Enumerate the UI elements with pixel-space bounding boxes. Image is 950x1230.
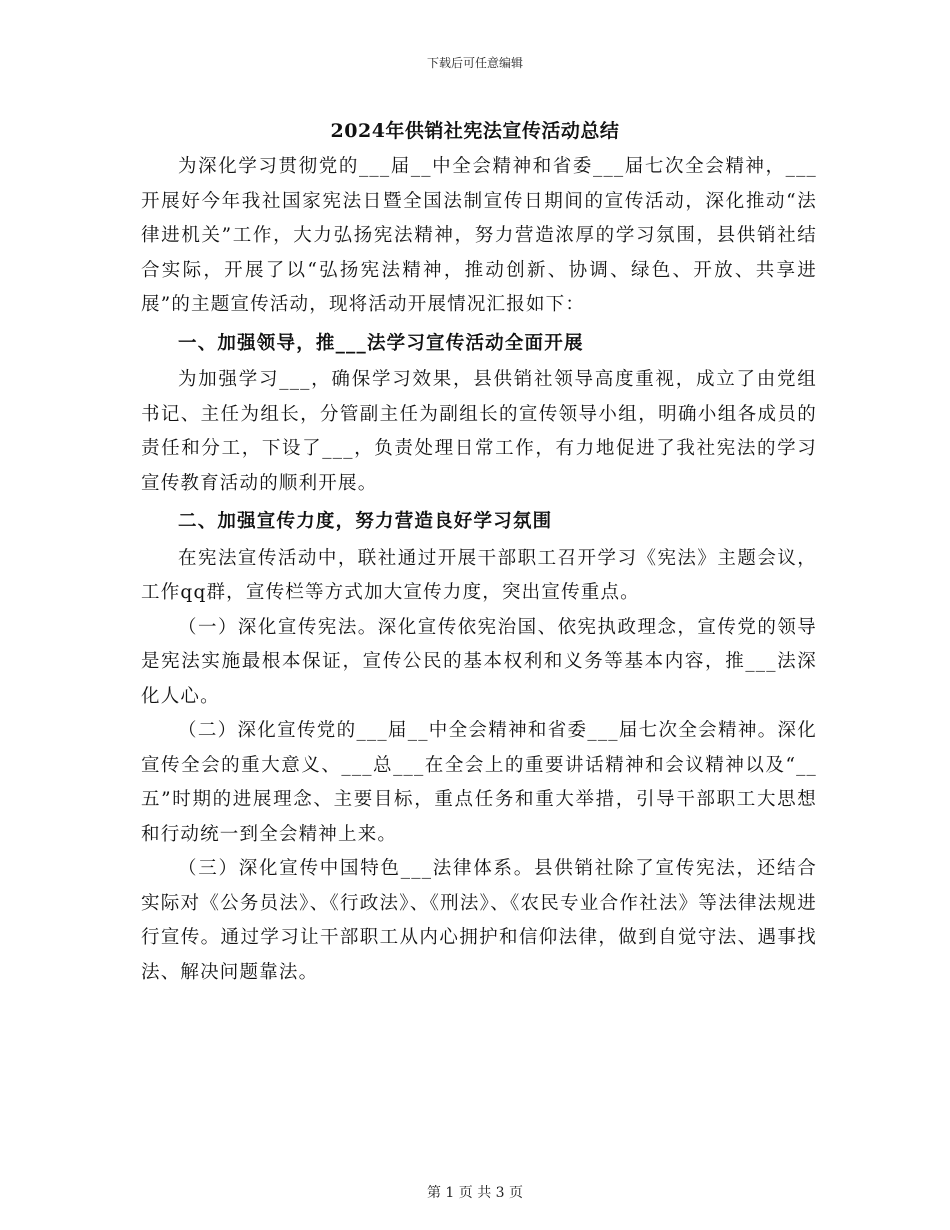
document-body xyxy=(141,150,817,990)
paragraph-section-2: 在宪法宣传活动中，联社通过开展干部职工召开学习《宪法》主题会议，工作qq群，宣传栏等方式加大宣传力度，突出宣传重点。 xyxy=(141,547,817,603)
document-title: 2024年供销社宪法宣传活动总结 xyxy=(330,120,620,142)
paragraph-intro: 为深化学习贯彻党的___届__中全会精神和省委___届七次全会精神，___开展好今年我社国家宪法日暨全国法制宣传日期间的宣传活动，深化推动“法律进机关”工作，大力弘扬宪法精神，努力营造浓厚的学习氛围，县供销社结合实际，开展了以“弘扬宪法精神，推动创新、协调、绿色、开放、共享进展”的主题宣传活动，现将活动开展情况汇报如下： xyxy=(141,156,817,315)
paragraph-section-1: 为加强学习___，确保学习效果，县供销社领导高度重视，成立了由党组书记、主任为组长，分管副主任为副组长的宣传领导小组，明确小组各成员的责任和分工，下设了___，负责处理日常工作，有力地促进了我社宪法的学习宣传教育活动的顺利开展。 xyxy=(141,369,817,494)
paragraph-subsection-1: （一）深化宣传宪法。深化宣传依宪治国、依宪执政理念，宣传党的领导是宪法实施最根本保证，宣传公民的基本权利和义务等基本内容，推___法深化人心。 xyxy=(141,616,817,707)
section-heading-1: 一、加强领导，推___法学习宣传活动全面开展 xyxy=(178,332,584,354)
page-number-footer: 第 1 页 共 3 页 xyxy=(426,1185,524,1201)
header-note: 下载后可任意编辑 xyxy=(426,56,523,70)
paragraph-subsection-2: （二）深化宣传党的___届__中全会精神和省委___届七次全会精神。深化宣传全会的重大意义、___总___在全会上的重要讲话精神和会议精神以及“__五”时期的进展理念、主要目标，重点任务和重大举措，引导干部职工大思想和行动统一到全会精神上来。 xyxy=(141,720,817,845)
paragraph-subsection-3: （三）深化宣传中国特色___法律体系。县供销社除了宣传宪法，还结合实际对《公务员法》、《行政法》、《刑法》、《农民专业合作社法》等法律法规进行宣传。通过学习让干部职工从内心拥护和信仰法律，做到自觉守法、遇事找法、解决问题靠法。 xyxy=(141,858,817,983)
section-heading-2: 二、加强宣传力度，努力营造良好学习氛围 xyxy=(178,511,553,532)
